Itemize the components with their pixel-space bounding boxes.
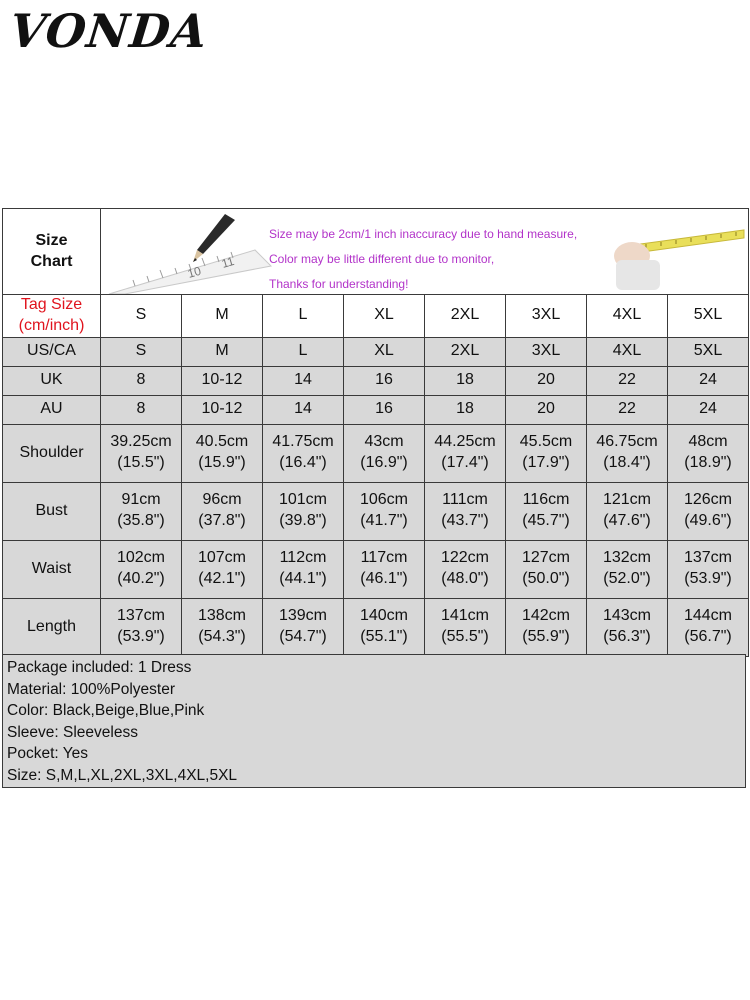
measurement-inch: (47.6") [603, 512, 651, 530]
tag-size-cell: 3XL [506, 295, 587, 338]
region-size-cell: 14 [263, 395, 344, 424]
measurement-cm: 45.5cm [519, 433, 573, 451]
measurement-inch: (43.7") [441, 512, 489, 530]
measurement-cm: 139cm [278, 607, 328, 625]
measurement-inch: (39.8") [279, 512, 327, 530]
measurement-cm: 48cm [688, 433, 728, 451]
measurement-cell [668, 598, 749, 656]
measurement-inch: (54.7") [279, 628, 327, 646]
region-row [3, 366, 749, 395]
measurement-cm: 96cm [202, 491, 242, 509]
measurement-cell [263, 424, 344, 482]
measurement-cm: 101cm [278, 491, 328, 509]
measurement-cell [344, 482, 425, 540]
measurement-row [3, 540, 749, 598]
region-size-cell: 18 [425, 366, 506, 395]
measurement-cm: 116cm [522, 491, 570, 509]
measurement-cell [506, 424, 587, 482]
info-sleeve: Sleeve: Sleeveless [7, 723, 138, 741]
measurement-cm: 132cm [602, 549, 652, 567]
region-size-cell: 2XL [425, 337, 506, 366]
measurement-inch: (48.0") [441, 570, 489, 588]
region-row [3, 337, 749, 366]
measurement-cm: 46.75cm [596, 433, 658, 451]
measurement-cell [425, 424, 506, 482]
measurement-notes [269, 222, 577, 294]
measurement-cell [506, 540, 587, 598]
region-size-cell: 8 [101, 366, 182, 395]
measurement-cm: 127cm [521, 549, 571, 567]
region-size-cell: 10-12 [182, 366, 263, 395]
region-label: UK [3, 366, 101, 395]
measurement-cell [344, 598, 425, 656]
measurement-cell [344, 540, 425, 598]
measurement-inch: (41.7") [360, 512, 408, 530]
measurement-inch: (40.2") [117, 570, 165, 588]
measurement-inch: (54.3") [198, 628, 246, 646]
measurement-row [3, 424, 749, 482]
region-size-cell: 22 [587, 366, 668, 395]
measurement-cm: 39.25cm [110, 433, 172, 451]
region-size-cell: M [182, 337, 263, 366]
measurement-cm: 138cm [197, 607, 247, 625]
ruler-pencil-icon [105, 210, 275, 294]
measurement-cell [182, 598, 263, 656]
measurement-inch: (53.9") [117, 628, 165, 646]
ruler-number-11: 11 [219, 253, 236, 271]
size-chart-table [2, 208, 749, 657]
measuring-tape-hand-icon [606, 216, 746, 290]
measurement-inch: (49.6") [684, 512, 732, 530]
region-size-cell: 3XL [506, 337, 587, 366]
measurement-inch: (37.8") [198, 512, 246, 530]
info-size: Size: S,M,L,XL,2XL,3XL,4XL,5XL [7, 766, 238, 784]
measurement-cell [101, 598, 182, 656]
note-line-1: Size may be 2cm/1 inch inaccuracy due to hand measure, [269, 226, 578, 241]
measurement-cm: 141cm [440, 607, 490, 625]
measurement-inch: (17.9") [522, 454, 570, 472]
measurement-inch: (55.1") [360, 628, 408, 646]
tag-size-cell: L [263, 295, 344, 338]
measurement-cell [101, 540, 182, 598]
measurement-cell [101, 424, 182, 482]
measurement-label: Bust [3, 482, 101, 540]
measurement-cell [587, 598, 668, 656]
measurement-inch: (44.1") [279, 570, 327, 588]
region-size-cell: 10-12 [182, 395, 263, 424]
measurement-cm: 41.75cm [272, 433, 334, 451]
measurement-inch: (55.9") [522, 628, 570, 646]
measurement-label: Length [3, 598, 101, 656]
tag-size-cell: S [101, 295, 182, 338]
measurement-cell [587, 482, 668, 540]
measurement-cm: 102cm [116, 549, 166, 567]
measurement-cm: 121cm [602, 491, 652, 509]
measurement-cm: 43cm [364, 433, 404, 451]
region-size-cell: 16 [344, 366, 425, 395]
measurement-inch: (52.0") [603, 570, 651, 588]
measurement-cell [506, 482, 587, 540]
measurement-cell [263, 540, 344, 598]
region-size-cell: 8 [101, 395, 182, 424]
measurement-cm: 91cm [121, 491, 161, 509]
tag-size-cell: 2XL [425, 295, 506, 338]
measurement-cell [668, 540, 749, 598]
tag-size-label-text: Tag Size (cm/inch) [18, 296, 85, 334]
measurement-cell [668, 424, 749, 482]
info-package: Package included: 1 Dress [7, 659, 192, 676]
tag-size-cell: 5XL [668, 295, 749, 338]
measurement-cell [182, 482, 263, 540]
measurement-cm: 107cm [197, 549, 247, 567]
measurement-banner [101, 209, 749, 295]
ruler-number-10: 10 [185, 263, 203, 281]
tag-size-label [3, 295, 101, 338]
measurement-cell [263, 482, 344, 540]
info-pocket: Pocket: Yes [7, 745, 89, 763]
measurement-cm: 40.5cm [195, 433, 249, 451]
region-size-cell: 22 [587, 395, 668, 424]
size-chart-title [3, 209, 101, 295]
measurement-cm: 111cm [442, 491, 488, 509]
measurement-inch: (56.3") [603, 628, 651, 646]
measurement-row [3, 598, 749, 656]
measurement-cm: 44.25cm [434, 433, 496, 451]
region-label: AU [3, 395, 101, 424]
measurement-label: Waist [3, 540, 101, 598]
region-size-cell: 14 [263, 366, 344, 395]
measurement-inch: (42.1") [198, 570, 246, 588]
measurement-inch: (16.9") [360, 454, 408, 472]
measurement-cell [344, 424, 425, 482]
measurement-cell [182, 424, 263, 482]
region-size-cell: S [101, 337, 182, 366]
measurement-cell [263, 598, 344, 656]
region-size-cell: 16 [344, 395, 425, 424]
measurement-inch: (17.4") [441, 454, 489, 472]
measurement-inch: (45.7") [522, 512, 570, 530]
tag-size-cell: 4XL [587, 295, 668, 338]
measurement-inch: (18.9") [684, 454, 732, 472]
measurement-label: Shoulder [3, 424, 101, 482]
note-line-3: Thanks for understanding! [269, 276, 409, 291]
measurement-row [3, 482, 749, 540]
region-size-cell: 24 [668, 366, 749, 395]
measurement-inch: (46.1") [360, 570, 408, 588]
measurement-cm: 126cm [683, 491, 733, 509]
measurement-cell [587, 540, 668, 598]
brand-logo: VONDA [7, 4, 211, 58]
region-size-cell: XL [344, 337, 425, 366]
measurement-cm: 122cm [440, 549, 490, 567]
measurement-inch: (50.0") [522, 570, 570, 588]
note-line-2: Color may be little different due to monitor, [269, 251, 495, 266]
product-info-box [2, 654, 746, 788]
measurement-cm: 137cm [683, 549, 733, 567]
tag-size-cell: XL [344, 295, 425, 338]
region-size-cell: 4XL [587, 337, 668, 366]
measurement-cell [587, 424, 668, 482]
region-size-cell: 18 [425, 395, 506, 424]
measurement-inch: (15.5") [117, 454, 165, 472]
region-size-cell: 20 [506, 395, 587, 424]
size-chart-title-line2: Chart [30, 252, 73, 270]
measurement-inch: (55.5") [441, 628, 489, 646]
measurement-cell [668, 482, 749, 540]
measurement-cell [425, 598, 506, 656]
region-row [3, 395, 749, 424]
measurement-inch: (56.7") [684, 628, 732, 646]
measurement-cm: 117cm [360, 549, 408, 567]
measurement-inch: (15.9") [198, 454, 246, 472]
measurement-inch: (35.8") [117, 512, 165, 530]
size-chart-title-line1: Size [35, 231, 68, 249]
measurement-cm: 144cm [683, 607, 733, 625]
measurement-cell [182, 540, 263, 598]
measurement-cell [506, 598, 587, 656]
measurement-cell [425, 540, 506, 598]
measurement-inch: (16.4") [279, 454, 327, 472]
region-size-cell: 20 [506, 366, 587, 395]
region-size-cell: 24 [668, 395, 749, 424]
measurement-inch: (18.4") [603, 454, 651, 472]
measurement-cm: 106cm [359, 491, 409, 509]
measurement-cm: 112cm [279, 549, 327, 567]
measurement-cm: 143cm [602, 607, 652, 625]
info-material: Material: 100%Polyester [7, 680, 175, 698]
tag-size-cell: M [182, 295, 263, 338]
measurement-cell [425, 482, 506, 540]
measurement-cm: 140cm [359, 607, 409, 625]
region-size-cell: L [263, 337, 344, 366]
measurement-cm: 137cm [116, 607, 166, 625]
measurement-cm: 142cm [521, 607, 571, 625]
tag-size-row [3, 295, 749, 338]
chart-header-row [3, 209, 749, 295]
measurement-cell [101, 482, 182, 540]
region-size-cell: 5XL [668, 337, 749, 366]
region-label: US/CA [3, 337, 101, 366]
info-color: Color: Black,Beige,Blue,Pink [7, 702, 205, 720]
measurement-inch: (53.9") [684, 570, 732, 588]
